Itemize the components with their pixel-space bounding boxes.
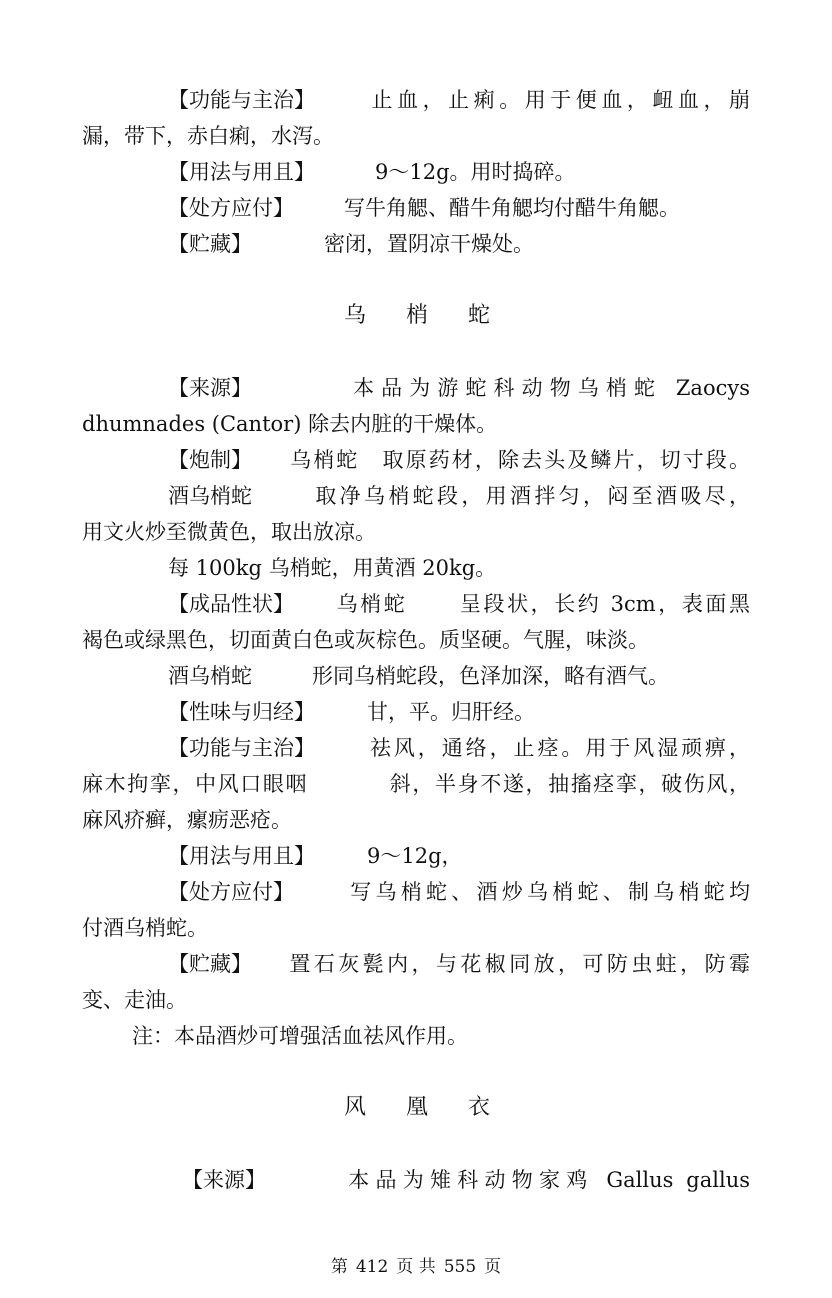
- s2-prop-sub: 乌梢蛇: [334, 592, 408, 616]
- title2-char-1: 风: [344, 1095, 367, 1120]
- footer-page-number: 412: [355, 1257, 389, 1277]
- s1-store-line: [168, 229, 534, 259]
- s2-usage-line: [168, 841, 463, 871]
- s1-func-cont: 漏，带下，赤白痢，水泻。: [82, 124, 334, 148]
- s1-rx-text: 写牛角䚡、醋牛角䚡均付醋牛角䚡。: [344, 196, 680, 220]
- s2-rx-text: 写乌梢蛇、酒炒乌梢蛇、制乌梢蛇均: [346, 880, 750, 904]
- s2-store-text: 置石灰甏内，与花椒同放，可防虫蛀，防霉: [286, 952, 750, 976]
- s2-func-cont2: 麻风疥癣，瘰疬恶疮。: [82, 808, 292, 832]
- s2-src-text: 本品为游蛇科动物乌梢蛇 Zaocys: [346, 376, 750, 400]
- s1-store-label: 【贮藏】: [168, 232, 252, 256]
- footer-mid: 页 共: [396, 1257, 436, 1277]
- s1-func-text: 止血，止痢。用于便血，衄血，崩: [367, 88, 750, 112]
- s2-func-cont1: [82, 769, 750, 799]
- s1-usage-text: 9～12g。用时捣碎。: [375, 160, 576, 184]
- s2-func-cont1a: 麻木拘挛，中风口眼咽: [82, 772, 309, 796]
- s2-func-cont1b: 斜，半身不遂，抽搐痉挛，破伤风，: [388, 772, 751, 796]
- s3-src-text: 本品为雉科动物家鸡 Gallus gallus: [342, 1168, 750, 1192]
- s2-wine-line: [168, 481, 750, 511]
- s1-usage-line: [168, 157, 576, 187]
- s2-prop-cont: 褐色或绿黑色，切面黄白色或灰棕色。质坚硬。气腥，味淡。: [82, 628, 649, 652]
- s2-func-line: [168, 733, 750, 763]
- s2-rx-cont: 付酒乌梢蛇。: [82, 916, 208, 940]
- s2-func-label: 【功能与主治】: [168, 736, 315, 760]
- s2-ratio: 每 100kg 乌梢蛇，用黄酒 20kg。: [168, 556, 497, 580]
- s1-rx-line: [168, 193, 680, 223]
- footer-total-pages: 555: [443, 1257, 477, 1277]
- s2-note: 注：本品酒炒可增强活血祛风作用。: [132, 1024, 468, 1048]
- s2-src-line: [168, 373, 750, 403]
- s1-store-text: 密闭，置阴凉干燥处。: [324, 232, 534, 256]
- s3-src-line: [182, 1165, 750, 1195]
- s3-src-label: 【来源】: [182, 1168, 266, 1192]
- s2-taste-line: [168, 697, 535, 727]
- s2-usage-label: 【用法与用且】: [168, 844, 315, 868]
- s2-prop-wine-label: 酒乌梢蛇: [168, 664, 252, 688]
- title2-char-3: 衣: [468, 1095, 491, 1120]
- title1-char-2: 梢: [406, 303, 429, 328]
- s1-func-line: [168, 85, 750, 115]
- section-title-fenghuangyi: [344, 1093, 490, 1123]
- title2-char-2: 凰: [406, 1095, 429, 1120]
- s2-prop-label: 【成品性状】: [168, 592, 294, 616]
- s2-taste-text: 甘，平。归肝经。: [367, 700, 535, 724]
- s2-prop-wine-text: 形同乌梢蛇段，色泽加深，略有酒气。: [312, 664, 669, 688]
- s2-usage-text: 9～12g，: [367, 844, 463, 868]
- s1-rx-label: 【处方应付】: [168, 196, 294, 220]
- s2-src-cont: dhumnades (Cantor) 除去内脏的干燥体。: [82, 412, 498, 436]
- s2-rx-line: [168, 877, 750, 907]
- title1-char-1: 乌: [344, 303, 367, 328]
- s1-func-label: 【功能与主治】: [168, 88, 315, 112]
- s2-store-cont: 变、走油。: [82, 988, 187, 1012]
- s2-rx-label: 【处方应付】: [168, 880, 294, 904]
- s2-wine-cont: 用文火炒至微黄色，取出放凉。: [82, 520, 376, 544]
- s2-func-text: 祛风，通络，止痉。用于风湿顽痹，: [367, 736, 750, 760]
- s2-proc-text: 乌梢蛇 取原药材，除去头及鳞片，切寸段。: [288, 448, 750, 472]
- page-footer: [0, 1255, 832, 1279]
- s2-store-line: [168, 949, 750, 979]
- footer-prefix: 第: [330, 1257, 348, 1277]
- s2-prop-wine-line: [168, 661, 669, 691]
- s2-store-label: 【贮藏】: [168, 952, 252, 976]
- s2-src-label: 【来源】: [168, 376, 252, 400]
- s2-prop-line: [168, 589, 750, 619]
- s2-proc-label: 【炮制】: [168, 448, 252, 472]
- footer-suffix: 页: [484, 1257, 502, 1277]
- title1-char-3: 蛇: [468, 303, 491, 328]
- s2-taste-label: 【性味与归经】: [168, 700, 315, 724]
- s1-usage-label: 【用法与用且】: [168, 160, 315, 184]
- s2-prop-text: 呈段状，长约 3cm，表面黑: [457, 592, 750, 616]
- s2-proc-line: [168, 445, 750, 475]
- s2-wine-label: 酒乌梢蛇: [168, 484, 252, 508]
- s2-wine-text: 取净乌梢蛇段，用酒拌匀，闷至酒吸尽，: [312, 484, 750, 508]
- section-title-wushaoshe: [344, 301, 490, 331]
